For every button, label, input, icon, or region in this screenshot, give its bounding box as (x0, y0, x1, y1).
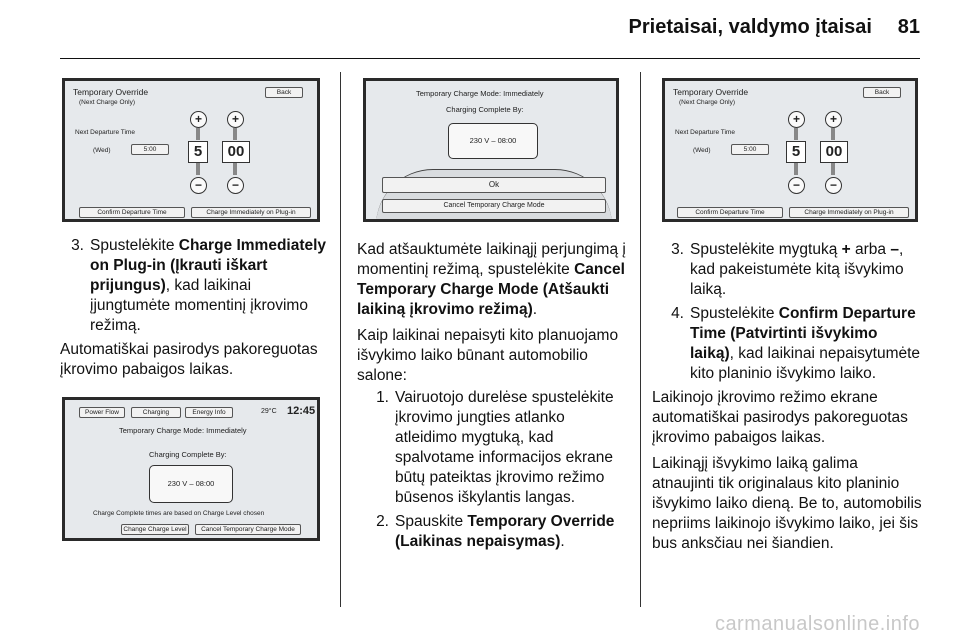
tab-charging[interactable]: Charging (131, 407, 181, 418)
paragraph: Laikinąjį išvykimo laiką galima atnaujinti tik originalaus kito planinio išvykimo laiko dieną. Be to, automobilis nepriims laikinojo išvykimo laiko, jei šis bus anksčiau nei šiandien. (652, 455, 922, 552)
page-header-title: Prietaisai, valdymo įtaisai (628, 16, 872, 38)
hour-bar-lower (794, 163, 798, 175)
clock: 12:45 (287, 405, 316, 417)
confirm-departure-button[interactable]: Confirm Departure Time (79, 207, 185, 218)
step-4-item (652, 304, 924, 384)
hour-plus-icon[interactable]: + (788, 111, 805, 128)
step-1-item (357, 388, 629, 508)
step-number: 3. (671, 241, 684, 258)
hour-bar-lower (196, 163, 200, 175)
minute-minus-icon[interactable]: − (825, 177, 842, 194)
minute-bar (831, 128, 835, 140)
status-note: Charge Complete times are based on Charge Level chosen (93, 510, 265, 517)
minute-plus-icon[interactable]: + (825, 111, 842, 128)
paragraph: Kad atšauktumėte laikinąjį perjungimą į momentinį režimą, spustelėkite Cancel Temporary Charge Mode (Atšaukti laikiną įkrovimo režimą). (357, 241, 626, 318)
ok-button[interactable]: Ok (382, 177, 606, 193)
step-text: Vairuotojo durelėse spustelėkite įkrovimo jungties atlanko atleidimo mygtuką, kad spalvotame informacijos ekrane būtų pateiktas įkrovimo režimo būsenos iškylantis langas. (395, 389, 614, 506)
column-divider-1 (340, 72, 341, 607)
paragraph: Kaip laikinai nepaisyti kito planuojamo išvykimo laiko būnant automobilio salone: (357, 327, 619, 384)
step-3-item (652, 240, 924, 300)
hour-minus-icon[interactable]: − (190, 177, 207, 194)
column-3-text (652, 240, 924, 558)
departure-day: (Wed) (93, 147, 111, 154)
override-screenshot-1 (62, 78, 320, 222)
cancel-temporary-charge-button[interactable]: Cancel Temporary Charge Mode (382, 199, 606, 213)
charge-immediately-button[interactable]: Charge Immediately on Plug-in (789, 207, 909, 218)
step-number: 2. (376, 513, 389, 530)
paragraph: Laikinojo įkrovimo režimo ekrane automatiškai pasirodys pakoreguotas įkrovimo pabaigos laikas. (652, 389, 908, 446)
departure-time-field: 5:00 (131, 144, 169, 155)
tab-power-flow[interactable]: Power Flow (79, 407, 125, 418)
hour-digit: 5 (786, 141, 806, 163)
complete-by-label: Charging Complete By: (149, 450, 227, 459)
override-subtitle: (Next Charge Only) (679, 99, 735, 106)
status-screenshot (62, 397, 320, 541)
confirm-departure-button[interactable]: Confirm Departure Time (677, 207, 783, 218)
override-title: Temporary Override (673, 87, 749, 97)
footer-watermark: carmanualsonline.info (714, 613, 920, 635)
minute-digit: 00 (820, 141, 848, 163)
dialog-complete-by: Charging Complete By: (446, 105, 524, 114)
hour-bar (196, 128, 200, 140)
cancel-temporary-mode-button[interactable]: Cancel Temporary Charge Mode (195, 524, 301, 535)
departure-day: (Wed) (693, 147, 711, 154)
header-rule (60, 58, 920, 59)
next-departure-label: Next Departure Time (675, 129, 735, 136)
hour-digit: 5 (188, 141, 208, 163)
dialog-title: Temporary Charge Mode: Immediately (416, 89, 544, 98)
change-charge-level-button[interactable]: Change Charge Level (121, 524, 189, 535)
override-title: Temporary Override (73, 87, 149, 97)
status-title: Temporary Charge Mode: Immediately (119, 426, 247, 435)
temperature: 29°C (261, 408, 277, 415)
minute-bar-lower (831, 163, 835, 175)
step-text: Spustelėkite Charge Immediately on Plug-in (Įkrauti iškart prijungus), kad laikinai įjungtumėte momentinį įkrovimo režimą. (90, 237, 327, 334)
hour-minus-icon[interactable]: − (788, 177, 805, 194)
step-2-item (357, 512, 629, 552)
step-number: 1. (376, 389, 389, 406)
minute-bar-lower (233, 163, 237, 175)
step-number: 3. (71, 237, 84, 254)
hour-bar (794, 128, 798, 140)
step-text: Spauskite Temporary Override (Laikinas nepaisymas). (395, 513, 615, 550)
back-button[interactable]: Back (265, 87, 303, 98)
dialog-value-box: 230 V – 08:00 (448, 123, 538, 159)
step-text: Spustelėkite Confirm Departure Time (Patvirtinti išvykimo laiką), kad laikinai nepaisytumėte kito planinio išvykimo laiko. (690, 305, 921, 382)
departure-time-field: 5:00 (731, 144, 769, 155)
column-2-text (357, 240, 629, 552)
step-text: Spustelėkite mygtuką + arba –, kad pakeistumėte kitą išvykimo laiką. (690, 241, 904, 298)
charge-immediately-button[interactable]: Charge Immediately on Plug-in (191, 207, 311, 218)
hour-plus-icon[interactable]: + (190, 111, 207, 128)
back-button[interactable]: Back (863, 87, 901, 98)
step-3-item (60, 236, 328, 336)
override-screenshot-2 (662, 78, 918, 222)
paragraph: Automatiškai pasirodys pakoreguotas įkrovimo pabaigos laikas. (60, 341, 318, 378)
override-subtitle: (Next Charge Only) (79, 99, 135, 106)
next-departure-label: Next Departure Time (75, 129, 135, 136)
column-1-text (60, 236, 328, 384)
minute-plus-icon[interactable]: + (227, 111, 244, 128)
page-number: 81 (897, 16, 920, 38)
minute-bar (233, 128, 237, 140)
minute-minus-icon[interactable]: − (227, 177, 244, 194)
step-number: 4. (671, 305, 684, 322)
tab-energy-info[interactable]: Energy Info (185, 407, 233, 418)
minute-digit: 00 (222, 141, 250, 163)
column-divider-2 (640, 72, 641, 607)
value-box: 230 V – 08:00 (149, 465, 233, 503)
dialog-screenshot (363, 78, 619, 222)
